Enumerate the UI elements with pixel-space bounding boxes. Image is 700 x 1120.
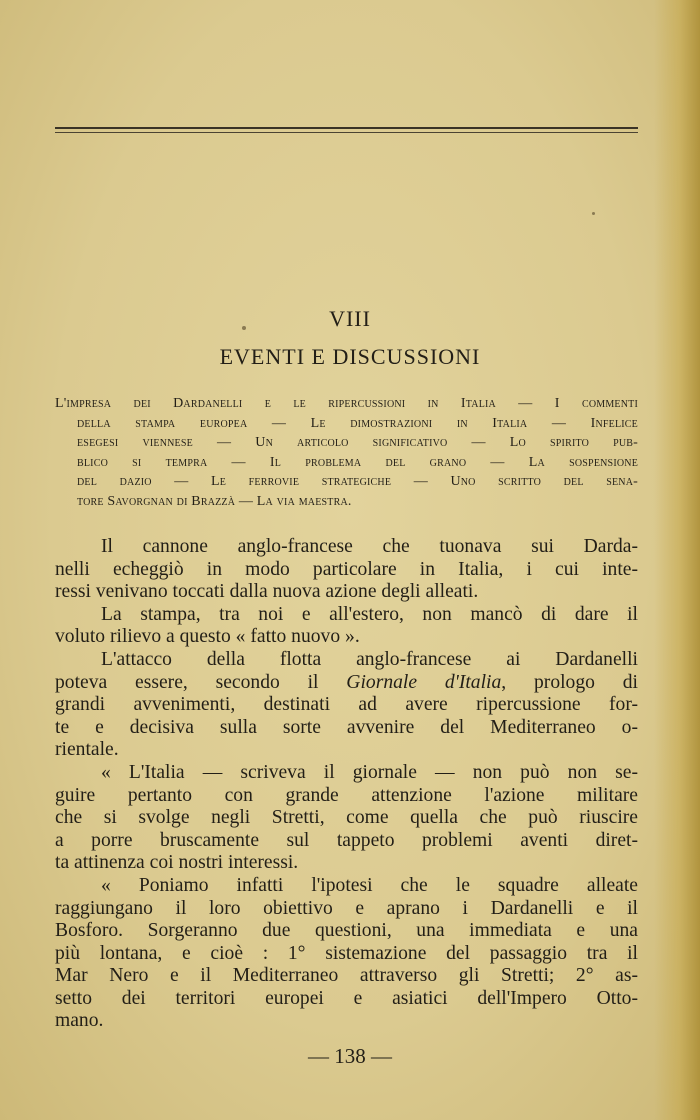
text-line: guire pertanto con grande attenzione l'azione militare — [55, 784, 638, 806]
text-line: grandi avvenimenti, destinati ad avere ripercussione for- — [55, 694, 638, 716]
newspaper-title: Giornale d'Italia — [346, 671, 502, 693]
text-line: La stampa, tra noi e all'estero, non mancò di dare il — [101, 603, 638, 625]
text-line: più lontana, e cioè : 1° sistemazione del passaggio tra il — [55, 942, 638, 964]
text-line: setto dei territori europei e asiatici dell'Impero Otto- — [55, 987, 638, 1009]
summary-line: del dazio — Le ferrovie strategiche — Uno scritto del sena- — [77, 474, 638, 489]
text-line: Il cannone anglo-francese che tuonava sui Darda- — [101, 536, 638, 557]
page-number: — 138 — — [308, 1044, 392, 1068]
summary-line: blico si tempra — Il problema del grano — La sospensione — [77, 454, 638, 470]
ink-speck — [592, 212, 595, 215]
text-line: L'attacco della flotta anglo-francese ai Dardanelli — [101, 648, 638, 670]
text-line: ta attinenza coi nostri interessi. — [55, 852, 299, 874]
text-line: ressi venivano toccati dalla nuova azione degli alleati. — [55, 581, 479, 603]
text-line: che si svolge negli Stretti, come quella che può riuscire — [55, 807, 638, 829]
summary-line: esegesi viennese — Un articolo significativo — Lo spirito pub- — [77, 435, 638, 450]
chapter-title: EVENTI E DISCUSSIONI — [219, 344, 481, 369]
text-line: a porre bruscamente sul tappeto problemi aventi diret- — [55, 829, 638, 851]
summary-line: tore Savorgnan di Brazzà — La via maestra. — [77, 493, 352, 509]
text-line: voluto rilievo a questo « fatto nuovo ». — [55, 626, 360, 648]
body-text — [55, 536, 638, 1033]
text-line: « L'Italia — scriveva il giornale — non può non se- — [101, 761, 638, 783]
summary-line: L'impresa dei Dardanelli e le ripercussioni in Italia — I commenti — [55, 396, 638, 411]
text-line: nelli echeggiò in modo particolare in Italia, i cui inte- — [55, 558, 638, 580]
summary-line: della stampa europea — Le dimostrazioni in Italia — Infelice — [77, 415, 638, 431]
page-edge-shadow — [654, 0, 700, 1120]
text-line: te e decisiva sulla sorte avvenire del Mediterraneo o- — [55, 716, 638, 738]
header-double-rule — [55, 127, 638, 135]
text-line: mano. — [55, 1010, 104, 1032]
text-line: rientale. — [55, 739, 119, 761]
text-line: « Poniamo infatti l'ipotesi che le squadre alleate — [101, 874, 638, 896]
text-line: raggiungano il loro obiettivo e aprano i Dardanelli e il — [55, 897, 638, 919]
chapter-number: VIII — [329, 306, 371, 331]
text-line: Mar Nero e il Mediterraneo attraverso gli Stretti; 2° as- — [55, 965, 638, 987]
text-line: Bosforo. Sorgeranno due questioni, una immediata e una — [55, 920, 638, 942]
chapter-summary — [55, 394, 638, 511]
text-line: poteva essere, secondo il Giornale d'Italia, prologo di — [55, 671, 638, 693]
